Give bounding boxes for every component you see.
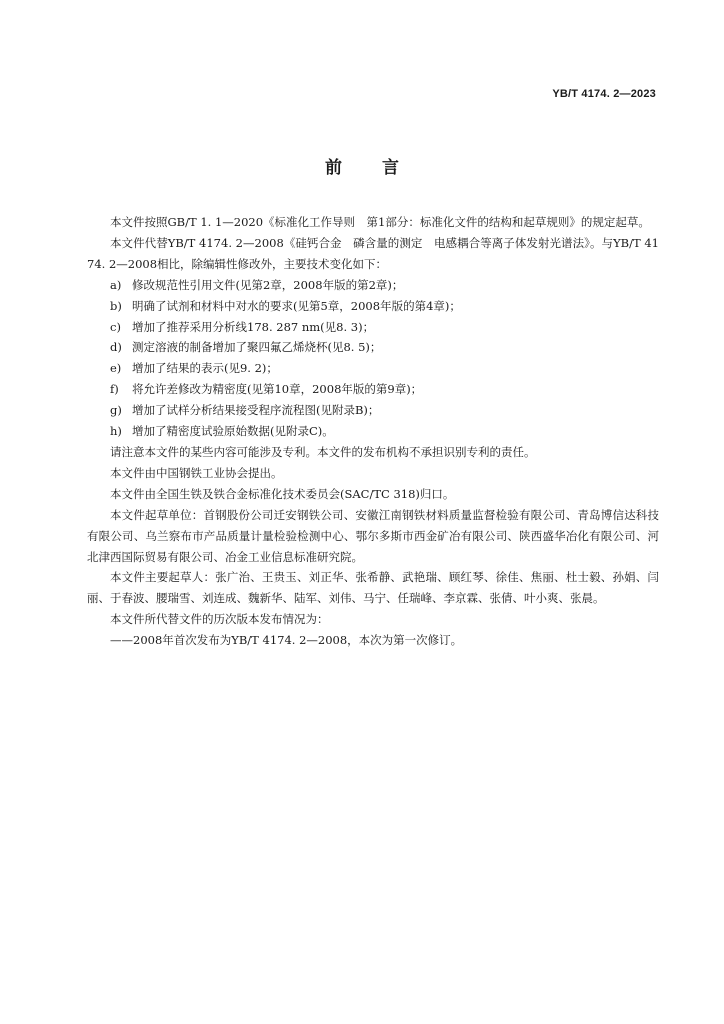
page-title: 前言 <box>325 158 439 178</box>
paragraph-main-drafters: 本文件主要起草人：张广治、王贵玉、刘正华、张希静、武艳瑞、顾红琴、徐佳、焦丽、杜士毅、孙娟、闫丽、于春波、腰瑞雪、刘连成、魏新华、陆军、刘伟、马宁、任瑞峰、李京霖、张倩、叶小爽、张晨。 <box>87 570 659 606</box>
list-item-text: 增加了结果的表示(见9. 2)； <box>132 361 278 376</box>
list-item <box>87 296 659 317</box>
list-item-text: 增加了试样分析结果接受程序流程图(见附录B)； <box>132 403 380 418</box>
paragraph-replacement-info: 本文件代替YB/T 4174. 2—2008《硅钙合金 磷含量的测定 电感耦合等离子体发射光谱法》。与YB/T 4174. 2—2008相比，除编辑性修改外，主要技术变化如下： <box>87 235 659 271</box>
standard-number: YB/T 4174. 2—2023 <box>552 88 656 100</box>
paragraph-drafting-organizations: 本文件起草单位：首钢股份公司迁安钢铁公司、安徽江南钢铁材料质量监督检验有限公司、青岛博信达科技有限公司、乌兰察布市产品质量计量检验检测中心、鄂尔多斯市西金矿冶有限公司、陕西盛华冶化有限公司、河北津西国际贸易有限公司、冶金工业信息标准研究院。 <box>87 507 659 564</box>
list-marker: h) <box>110 424 122 439</box>
list-item <box>87 275 659 296</box>
paragraph-proposed-by: 本文件由中国钢铁工业协会提出。 <box>110 465 283 480</box>
list-item <box>87 358 659 379</box>
paragraph-version-history-item: ——2008年首次发布为YB/T 4174. 2—2008，本次为第一次修订。 <box>110 633 463 648</box>
list-marker: f) <box>110 382 119 397</box>
list-item-text: 增加了推荐采用分析线178. 287 nm(见8. 3)； <box>132 319 375 334</box>
list-item-text: 修改规范性引用文件(见第2章，2008年版的第2章)； <box>132 277 404 292</box>
list-marker: d) <box>110 340 122 355</box>
list-item <box>87 337 659 358</box>
list-item-text: 测定溶液的制备增加了聚四氟乙烯烧杯(见8. 5)； <box>132 340 382 355</box>
list-marker: e) <box>110 361 122 376</box>
list-item <box>87 421 659 442</box>
foreword-body <box>87 212 659 651</box>
list-item <box>87 400 659 421</box>
paragraph-drafting-rules: 本文件按照GB/T 1. 1—2020《标准化工作导则 第1部分：标准化文件的结构和起草规则》的规定起草。 <box>110 215 650 229</box>
list-marker: a) <box>110 277 122 292</box>
list-item <box>87 317 659 338</box>
list-marker: c) <box>110 319 121 334</box>
list-item-text: 增加了精密度试验原始数据(见附录C)。 <box>132 424 334 439</box>
list-item <box>87 379 659 400</box>
technical-changes-list <box>87 275 659 442</box>
list-marker: g) <box>110 403 122 418</box>
paragraph-version-history-heading: 本文件所代替文件的历次版本发布情况为： <box>110 612 329 627</box>
list-marker: b) <box>110 298 122 313</box>
list-item-text: 将允许差修改为精密度(见第10章，2008年版的第9章)； <box>132 382 423 397</box>
paragraph-patent-notice: 请注意本文件的某些内容可能涉及专利。本文件的发布机构不承担识别专利的责任。 <box>110 444 536 459</box>
paragraph-responsible-committee: 本文件由全国生铁及铁合金标准化技术委员会(SAC/TC 318)归口。 <box>110 486 455 501</box>
list-item-text: 明确了试剂和材料中对水的要求(见第5章，2008年版的第4章)； <box>132 298 461 313</box>
